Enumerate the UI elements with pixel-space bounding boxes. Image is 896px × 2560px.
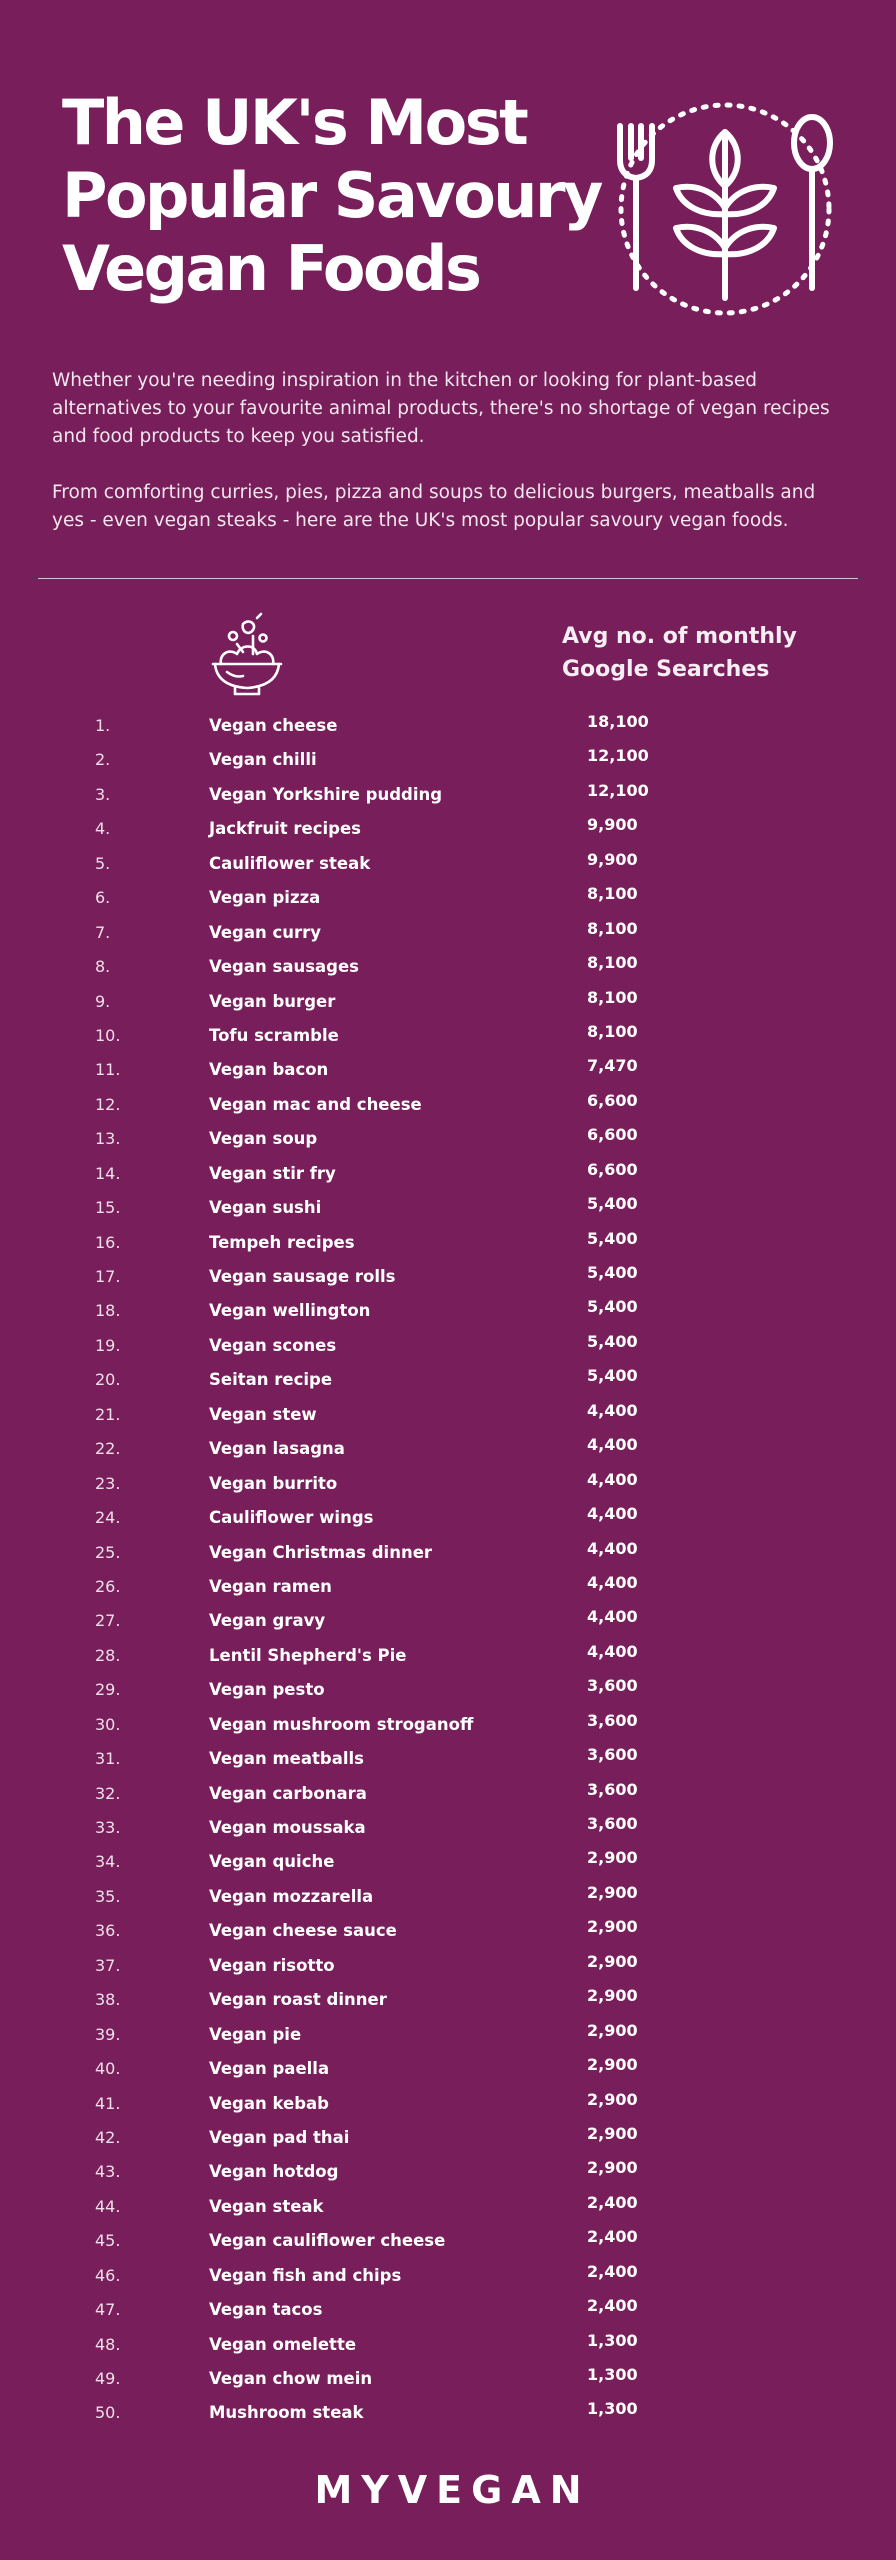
table-row [0,1054,896,1088]
page-title [62,86,622,305]
rank-cell: 4. [95,819,111,839]
table-row [0,1192,896,1226]
rank-cell: 17. [95,1267,121,1286]
divider [38,578,858,579]
searches-cell: 12,100 [587,780,649,800]
rank-cell: 18. [95,1301,121,1321]
salad-bowl-icon [207,612,287,696]
rank-cell: 2. [95,750,111,770]
searches-cell: 2,900 [587,1986,638,2006]
rank-cell: 31. [95,1749,121,1769]
table-row [0,1364,896,1398]
intro-text [52,367,852,563]
table-row [0,1812,896,1846]
table-row [0,882,896,916]
rank-cell: 34. [95,1852,121,1872]
searches-cell: 7,470 [587,1056,638,1076]
rank-cell: 26. [95,1576,121,1596]
searches-cell: 3,600 [587,1676,638,1696]
table-row [0,1709,896,1743]
searches-cell: 2,900 [587,2020,638,2040]
table-row [0,2191,896,2225]
searches-cell: 1,300 [587,2399,638,2419]
searches-cell: 2,900 [587,1848,638,1868]
table-row [0,2225,896,2259]
searches-cell: 2,400 [587,2227,638,2247]
rank-cell: 42. [95,2127,121,2147]
table-row [0,1502,896,1536]
searches-cell: 5,400 [587,1331,638,1351]
table-row [0,848,896,882]
rank-cell: 13. [95,1129,121,1149]
table-row [0,1433,896,1467]
searches-cell: 4,400 [587,1538,638,1558]
table-row [0,986,896,1020]
table-row [0,2122,896,2156]
searches-cell: 4,400 [587,1504,638,1524]
rank-cell: 15. [95,1198,121,1218]
rank-cell: 12. [95,1094,121,1114]
table-row [0,1915,896,1949]
intro-paragraph-1: Whether you're needing inspiration in the kitchen or looking for plant-based alternatives to your favourite animal products, there's no shortage of vegan recipes and food products to keep you satisfied. [52,370,830,447]
food-cell: Vegan fish and chips [209,2265,402,2285]
rank-cell: 40. [95,2059,121,2079]
food-cell: Vegan quiche [209,1852,335,1872]
searches-cell: 1,300 [587,2365,638,2384]
food-cell: Vegan kebab [209,2093,329,2113]
table-row [0,1605,896,1639]
food-cell: Vegan sausage rolls [209,1267,396,1286]
searches-cell: 3,600 [587,1814,638,1833]
searches-cell: 4,400 [587,1400,638,1420]
rank-cell: 7. [95,922,111,942]
table-row [0,2019,896,2053]
table-row [0,1123,896,1157]
searches-cell: 8,100 [587,884,638,904]
food-cell: Vegan mac and cheese [209,1094,422,1114]
brand-logo: MYVEGAN [314,2468,591,2512]
searches-cell: 9,900 [587,849,638,869]
table-row [0,1227,896,1261]
food-cell: Vegan paella [209,2059,330,2079]
searches-cell: 4,400 [587,1435,638,1455]
table-row [0,1640,896,1674]
food-cell: Vegan mozzarella [209,1886,374,1906]
rank-cell: 48. [95,2334,121,2354]
searches-cell: 2,400 [587,2261,638,2281]
rank-cell: 6. [95,888,111,908]
table-row [0,1399,896,1433]
food-cell: Vegan pizza [209,888,321,908]
title-line-1: The UK's Most [62,86,527,159]
searches-cell: 2,400 [587,2192,638,2212]
food-cell: Cauliflower steak [209,853,371,873]
table-row [0,2329,896,2363]
food-cell: Vegan sushi [209,1198,322,1218]
table-row [0,1778,896,1812]
table-row [0,779,896,813]
food-cell: Vegan stew [209,1404,317,1424]
food-cell: Vegan Christmas dinner [209,1542,433,1562]
searches-cell: 2,900 [587,2089,638,2109]
searches-cell: 8,100 [587,953,638,973]
food-cell: Seitan recipe [209,1370,333,1390]
food-cell: Vegan hotdog [209,2162,339,2182]
food-cell: Vegan pesto [209,1680,325,1700]
food-cell: Vegan cauliflower cheese [209,2231,446,2251]
searches-cell: 1,300 [587,2330,638,2350]
food-cell: Vegan tacos [209,2300,323,2320]
searches-cell: 9,900 [587,815,638,835]
rank-cell: 11. [95,1060,121,1080]
table-row [0,1295,896,1329]
rank-cell: 23. [95,1473,121,1493]
searches-cell: 8,100 [587,918,638,938]
rank-cell: 41. [95,2093,121,2113]
food-cell: Cauliflower wings [209,1508,374,1528]
value-header-line-1: Avg no. of monthly [562,624,797,649]
rank-cell: 20. [95,1370,121,1390]
food-cell: Vegan curry [209,922,322,942]
rank-cell: 35. [95,1886,121,1906]
searches-cell: 3,600 [587,1745,638,1765]
food-cell: Vegan roast dinner [209,1990,387,2010]
searches-cell: 4,400 [587,1469,638,1489]
table-row [0,917,896,951]
table-row [0,744,896,778]
value-column-header [562,620,797,686]
rank-cell: 3. [95,784,111,804]
rank-cell: 46. [95,2265,121,2285]
title-line-2: Popular Savoury [62,159,601,232]
searches-cell: 6,600 [587,1125,638,1145]
searches-cell: 18,100 [587,712,649,731]
food-cell: Vegan chow mein [209,2369,373,2388]
rank-cell: 25. [95,1542,121,1562]
food-cell: Vegan burger [209,991,336,1011]
table-row [0,951,896,985]
rank-cell: 38. [95,1990,121,2010]
food-cell: Jackfruit recipes [209,819,361,839]
rank-cell: 43. [95,2162,121,2182]
food-cell: Vegan cheese [209,716,338,735]
rank-cell: 14. [95,1163,121,1183]
table-row [0,1984,896,2018]
rank-cell: 39. [95,2024,121,2044]
food-cell: Vegan pie [209,2024,302,2044]
table-row [0,2363,896,2397]
rank-cell: 32. [95,1783,121,1803]
food-cell: Vegan cheese sauce [209,1921,397,1941]
table-row [0,2260,896,2294]
searches-cell: 5,400 [587,1297,638,1317]
searches-cell: 3,600 [587,1779,638,1799]
table-row [0,1846,896,1880]
searches-cell: 4,400 [587,1607,638,1627]
food-cell: Vegan bacon [209,1060,329,1080]
rank-cell: 1. [95,716,111,735]
table-row [0,813,896,847]
table-row [0,1571,896,1605]
searches-cell: 8,100 [587,1021,638,1041]
table-row [0,1158,896,1192]
food-cell: Tofu scramble [209,1025,339,1045]
rank-cell: 29. [95,1680,121,1700]
searches-cell: 2,900 [587,1951,638,1971]
table-row [0,2053,896,2087]
rank-cell: 21. [95,1404,121,1424]
rank-cell: 36. [95,1921,121,1941]
table-row [0,1950,896,1984]
searches-cell: 2,900 [587,1917,638,1937]
rank-cell: 16. [95,1232,121,1252]
rank-cell: 8. [95,957,111,977]
intro-paragraph-2: From comforting curries, pies, pizza and soups to delicious burgers, meatballs and yes - even vegan steaks - here are the UK's most popular savoury vegan foods. [52,482,816,531]
searches-cell: 5,400 [587,1263,638,1282]
rank-cell: 49. [95,2369,121,2388]
table-row [0,2397,896,2431]
searches-cell: 5,400 [587,1228,638,1248]
searches-cell: 5,400 [587,1366,638,1386]
food-cell: Vegan Yorkshire pudding [209,784,443,804]
food-cell: Vegan risotto [209,1955,335,1975]
table-row [0,1743,896,1777]
rank-cell: 33. [95,1818,121,1837]
searches-cell: 2,900 [587,2055,638,2075]
table-row [0,2294,896,2328]
rank-cell: 9. [95,991,111,1011]
searches-cell: 12,100 [587,746,649,766]
food-cell: Mushroom steak [209,2403,364,2423]
rank-cell: 5. [95,853,111,873]
food-cell: Lentil Shepherd's Pie [209,1645,407,1665]
rank-cell: 45. [95,2231,121,2251]
rank-cell: 30. [95,1714,121,1734]
food-cell: Vegan gravy [209,1611,326,1631]
searches-cell: 4,400 [587,1572,638,1592]
title-line-3: Vegan Foods [62,232,480,305]
food-cell: Vegan mushroom stroganoff [209,1714,474,1734]
rank-cell: 47. [95,2300,121,2320]
searches-cell: 8,100 [587,987,638,1007]
food-cell: Vegan burrito [209,1473,338,1493]
food-cell: Vegan carbonara [209,1783,367,1803]
rank-cell: 50. [95,2403,121,2423]
table-row [0,1468,896,1502]
food-cell: Vegan lasagna [209,1439,345,1459]
rank-cell: 24. [95,1508,121,1528]
rank-cell: 10. [95,1025,121,1045]
food-cell: Vegan moussaka [209,1818,366,1837]
value-header-line-2: Google Searches [562,657,770,682]
table-row [0,1020,896,1054]
searches-cell: 6,600 [587,1159,638,1179]
table-row [0,1330,896,1364]
food-cell: Vegan meatballs [209,1749,364,1769]
table-row [0,1261,896,1295]
food-cell: Vegan sausages [209,957,359,977]
food-cell: Vegan wellington [209,1301,371,1321]
table-row [0,1881,896,1915]
searches-cell: 2,900 [587,1882,638,1902]
table-row [0,1089,896,1123]
table-row [0,2088,896,2122]
rank-cell: 44. [95,2196,121,2216]
rank-cell: 19. [95,1335,121,1355]
rank-cell: 27. [95,1611,121,1631]
food-cell: Vegan steak [209,2196,324,2216]
searches-cell: 3,600 [587,1710,638,1730]
rank-cell: 28. [95,1645,121,1665]
food-cell: Vegan scones [209,1335,337,1355]
table-row [0,1537,896,1571]
food-cell: Vegan ramen [209,1576,332,1596]
food-cell: Vegan stir fry [209,1163,336,1183]
rank-cell: 22. [95,1439,121,1459]
searches-cell: 5,400 [587,1194,638,1214]
wheat-cutlery-icon [612,98,838,320]
searches-cell: 4,400 [587,1641,638,1661]
table-row [0,710,896,744]
food-cell: Vegan omelette [209,2334,357,2354]
rank-cell: 37. [95,1955,121,1975]
table-row [0,2156,896,2190]
searches-cell: 2,900 [587,2158,638,2178]
food-cell: Tempeh recipes [209,1232,355,1252]
searches-cell: 2,400 [587,2296,638,2316]
searches-cell: 6,600 [587,1090,638,1110]
food-cell: Vegan chilli [209,750,317,770]
ranking-table [0,710,896,2432]
searches-cell: 2,900 [587,2123,638,2143]
table-row [0,1674,896,1708]
food-cell: Vegan soup [209,1129,318,1149]
food-cell: Vegan pad thai [209,2127,350,2147]
